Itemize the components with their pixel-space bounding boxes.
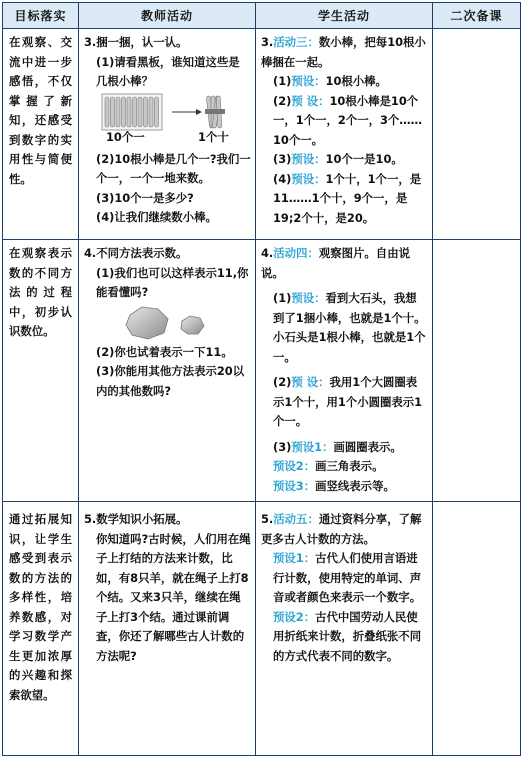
lesson-plan-page [2, 2, 520, 758]
student-cell [256, 29, 433, 240]
stones-icon [84, 303, 250, 343]
review-cell [433, 502, 521, 756]
teacher-item: (1)请看黑板，谁知道这些是几根小棒？ [96, 54, 240, 88]
teacher-item: (3)10个一是多少? [96, 190, 194, 205]
student-title: 3.活动三：数小棒，把每10根小棒捆在一起。 [261, 35, 426, 69]
header-teacher: 教师活动 [79, 3, 256, 29]
figure-label-ones: 10个一 [106, 129, 145, 144]
table-row [3, 240, 521, 502]
teacher-item: (2)10根小棒是几个一?我们一个一，一个一地来数。 [96, 151, 251, 185]
table-row [3, 29, 521, 240]
header-goal: 目标落实 [3, 3, 79, 29]
teacher-title: 4.不同方法表示数。 [84, 246, 188, 260]
goal-cell: 在观察表示数的不同方法的过程中，初步认识数位。 [3, 240, 79, 502]
sticks-figure [84, 92, 251, 150]
figure-label-ten: 1个十 [198, 129, 229, 144]
student-preset: (2)预 设：我用1个大圆圈表示1个十，用1个小圆圈表示1个一。 [273, 375, 423, 428]
student-cell [256, 240, 433, 502]
teacher-title: 5.数学知识小拓展。 [84, 512, 188, 526]
stones-figure [84, 303, 251, 343]
review-cell [433, 240, 521, 502]
student-title: 4.活动四：观察图片。自由说说。 [261, 246, 410, 280]
teacher-title: 3.捆一捆，认一认。 [84, 35, 188, 49]
header-student: 学生活动 [256, 3, 433, 29]
student-preset: (1)预设：看到大石头，我想到了1捆小棒，也就是1个十。小石头是1根小棒，也就是1个一。 [273, 291, 426, 364]
teacher-item: (1)我们也可以这样表示11,你能看懂吗? [96, 265, 249, 299]
student-preset: (3)预设：10个一是10。 [273, 152, 403, 166]
review-cell [433, 29, 521, 240]
student-preset: 预设2：古代中国劳动人民使用折纸来计数，折叠纸张不同的方式代表不同的数字。 [273, 609, 422, 663]
teacher-item: (3)你能用其他方法表示20以内的其他数吗? [96, 364, 245, 398]
student-cell [256, 502, 433, 756]
lesson-plan-table [2, 2, 521, 756]
teacher-cell [79, 29, 256, 240]
student-preset: (2)预 设：10根小棒是10个一，1个一，2个一，3个……10个一。 [273, 93, 423, 147]
teacher-body: 你知道吗?古时候，人们用在绳子上打结的方法来计数，比如，有8只羊，就在绳子上打8个结。又来3只羊，继续在绳子上打3个结。通过课前调查，你还了解哪些古人计数的方法呢? [96, 531, 251, 663]
student-preset: (1)预设：10根小棒。 [273, 74, 387, 88]
goal-cell: 在观察、交流中进一步感悟，不仅掌握了新知，还感受到数字的实用性与简便性。 [3, 29, 79, 240]
table-row [3, 502, 521, 756]
teacher-item: (4)让我们继续数小棒。 [96, 210, 217, 224]
header-review: 二次备课 [433, 3, 521, 29]
header-row [3, 3, 521, 29]
teacher-cell [79, 502, 256, 756]
student-preset: 预设3：画竖线表示等。 [273, 478, 395, 493]
student-preset: 预设1：古代人们使用言语进行计数，使用特定的单词、声音或者颜色来表示一个数字。 [273, 551, 422, 604]
student-title: 5.活动五：通过资料分享，了解更多古人计数的方法。 [261, 512, 422, 546]
student-preset: (3)预设1：画圆圈表示。 [273, 439, 402, 454]
teacher-item: (2)你也试着表示一下11。 [96, 344, 233, 359]
teacher-cell [79, 240, 256, 502]
goal-cell: 通过拓展知识，让学生感受到表示数的方法的多样性，培养数感，对学习数学产生更加浓厚的兴趣和探索欲望。 [3, 502, 79, 756]
student-preset: (4)预设：1个十，1个一，是11……1个十，9个一，是19;2个十，是20。 [273, 171, 422, 225]
student-preset: 预设2：画三角表示。 [273, 459, 384, 473]
